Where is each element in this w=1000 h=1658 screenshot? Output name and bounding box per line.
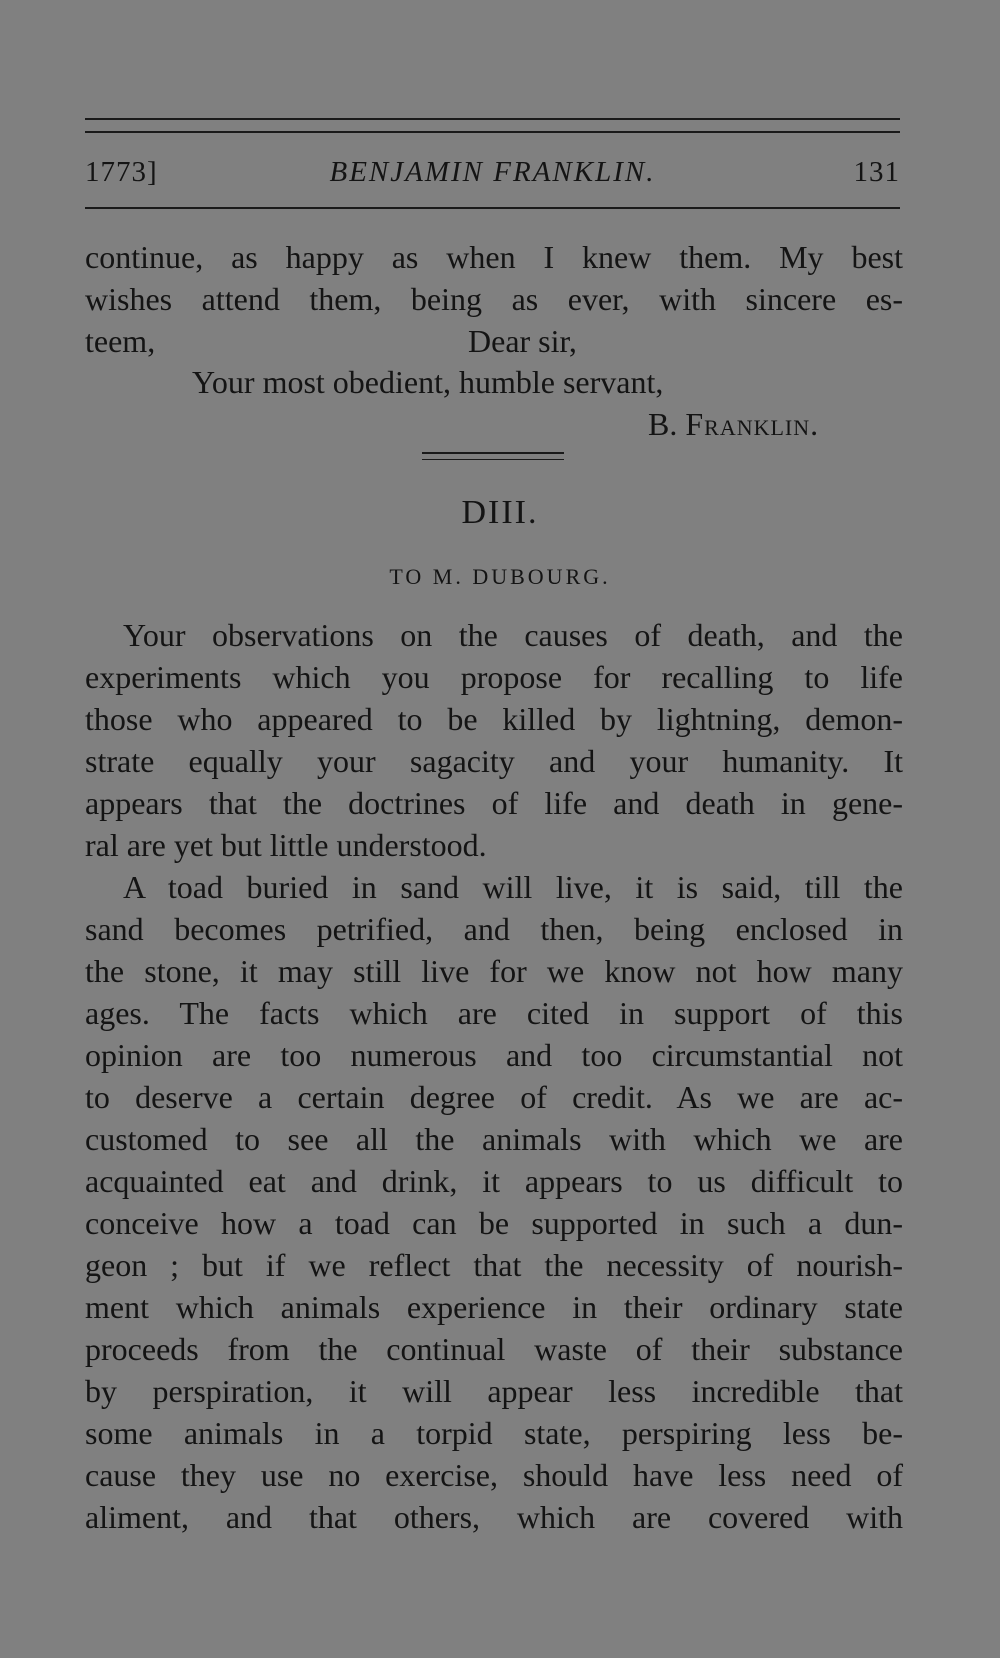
header-top-rule [85, 118, 900, 120]
text-line: cause they use no exercise, should have less need of [85, 1457, 903, 1493]
text-line: continue, as happy as when I knew them. My best [85, 239, 903, 275]
letter-addressee: TO M. DUBOURG. [389, 564, 611, 589]
page-number: 131 [853, 156, 900, 188]
last-line-start: teem, [85, 323, 156, 359]
text-line: sand becomes petrified, and then, being enclosed in [85, 911, 903, 947]
text-line: those who appeared to be killed by lightning, demon- [85, 701, 903, 737]
section-divider-rule [422, 452, 564, 454]
header-top-rule-2 [85, 131, 900, 133]
text-line: ages. The facts which are cited in support of this [85, 995, 903, 1031]
text-line: customed to see all the animals with which we are [85, 1121, 903, 1157]
closing-line: Your most obedient, humble servant, [192, 364, 664, 400]
text-line: aliment, and that others, which are covered with [85, 1499, 903, 1535]
text-line: by perspiration, it will appear less incredible that [85, 1373, 903, 1409]
text-line: appears that the doctrines of life and death in gene- [85, 785, 903, 821]
text-line: proceeds from the continual waste of their substance [85, 1331, 903, 1367]
running-title: BENJAMIN FRANKLIN. [329, 156, 656, 188]
previous-letter-end [85, 236, 903, 362]
text-line: wishes attend them, being as ever, with sincere es- [85, 281, 903, 317]
signature-initial: B. [648, 406, 678, 442]
text-line: Your observations on the causes of death, and the [123, 617, 903, 653]
signature [648, 403, 819, 445]
signature-name: Franklin. [685, 406, 820, 442]
paragraph-1 [85, 614, 903, 866]
text-line [85, 320, 903, 362]
text-line: opinion are too numerous and too circumstantial not [85, 1037, 903, 1073]
header-year: 1773] [85, 156, 158, 188]
text-line: experiments which you propose for recalling to life [85, 659, 903, 695]
text-line: acquainted eat and drink, it appears to us difficult to [85, 1163, 903, 1199]
text-line: geon ; but if we reflect that the necessity of nourish- [85, 1247, 903, 1283]
letter-number: DIII. [461, 494, 539, 531]
text-line: strate equally your sagacity and your humanity. It [85, 743, 903, 779]
text-line: some animals in a torpid state, perspiring less be- [85, 1415, 903, 1451]
text-line: ral are yet but little understood. [85, 827, 487, 863]
paragraph-2 [85, 866, 903, 1538]
text-line: A toad buried in sand will live, it is said, till the [123, 869, 903, 905]
section-divider-rule-2 [422, 459, 564, 460]
text-line: to deserve a certain degree of credit. As we are ac- [85, 1079, 903, 1115]
header-bottom-rule [85, 207, 900, 209]
text-line: ment which animals experience in their ordinary state [85, 1289, 903, 1325]
salutation: Dear sir, [468, 323, 577, 359]
text-line: conceive how a toad can be supported in such a dun- [85, 1205, 903, 1241]
running-header [85, 150, 900, 194]
text-line: the stone, it may still live for we know not how many [85, 953, 903, 989]
